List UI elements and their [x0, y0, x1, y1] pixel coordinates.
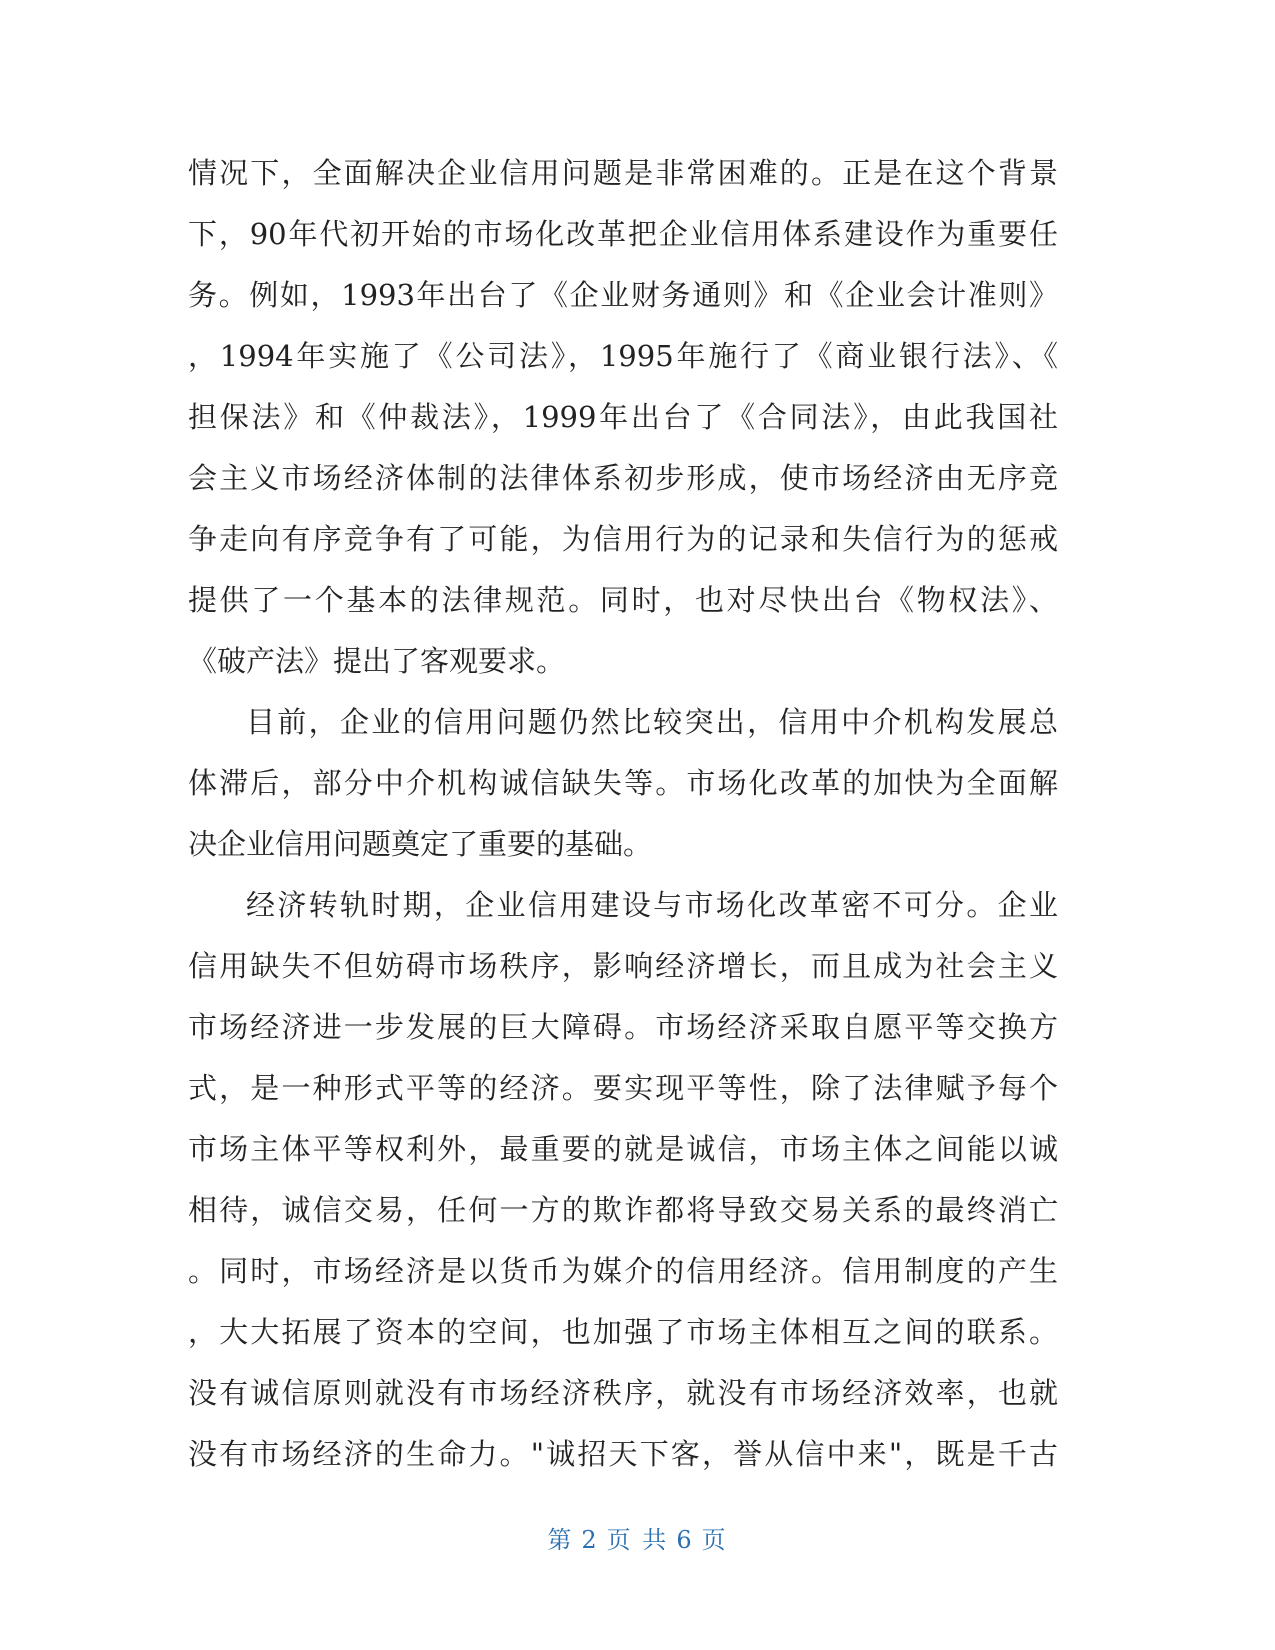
paragraph-2-line-1: 目前，企业的信用问题仍然比较突出，信用中介机构发展总 — [246, 705, 1058, 739]
page-footer — [0, 1520, 1275, 1555]
paragraph-3-line-10: 没有市场经济的生命力。"诚招天下客，誉从信中来"，既是千古 — [188, 1437, 1058, 1471]
paragraph-2-line-3: 决企业信用问题奠定了重要的基础。 — [188, 827, 653, 861]
paragraph-1-line-8: 提供了一个基本的法律规范。同时，也对尽快出台《物权法》、 — [188, 583, 1058, 617]
paragraph-3-line-6: 相待，诚信交易，任何一方的欺诈都将导致交易关系的最终消亡 — [188, 1193, 1058, 1227]
paragraph-3-line-5: 市场主体平等权利外，最重要的就是诚信，市场主体之间能以诚 — [188, 1132, 1058, 1166]
footer-current-page: 2 — [581, 1526, 599, 1554]
paragraph-3-line-9: 没有诚信原则就没有市场经济秩序，就没有市场经济效率，也就 — [188, 1376, 1058, 1410]
document-body — [188, 143, 1058, 1485]
paragraph-1-line-3: 务。例如，1993年出台了《企业财务通则》和《企业会计准则》 — [188, 278, 1058, 312]
paragraph-2-line-2: 体滞后，部分中介机构诚信缺失等。市场化改革的加快为全面解 — [188, 766, 1058, 800]
paragraph-1-line-4: ，1994年实施了《公司法》，1995年施行了《商业银行法》、《 — [188, 339, 1058, 373]
paragraph-3-line-3: 市场经济进一步发展的巨大障碍。市场经济采取自愿平等交换方 — [188, 1010, 1058, 1044]
footer-total-pages: 6 — [676, 1526, 694, 1554]
footer-suffix: 页 — [701, 1526, 728, 1554]
paragraph-1-line-1: 情况下，全面解决企业信用问题是非常困难的。正是在这个背景 — [188, 156, 1058, 190]
paragraph-3-line-2: 信用缺失不但妨碍市场秩序，影响经济增长，而且成为社会主义 — [188, 949, 1058, 983]
paragraph-1-line-9: 《破产法》提出了客观要求。 — [188, 644, 566, 678]
footer-middle: 页 共 — [606, 1526, 669, 1554]
paragraph-1-line-7: 争走向有序竞争有了可能，为信用行为的记录和失信行为的惩戒 — [188, 522, 1058, 556]
paragraph-3-line-1: 经济转轨时期，企业信用建设与市场化改革密不可分。企业 — [246, 888, 1058, 922]
paragraph-1-line-6: 会主义市场经济体制的法律体系初步形成，使市场经济由无序竞 — [188, 461, 1058, 495]
paragraph-1-line-2: 下，90年代初开始的市场化改革把企业信用体系建设作为重要任 — [188, 217, 1058, 251]
footer-prefix: 第 — [547, 1526, 574, 1554]
paragraph-3-line-8: ，大大拓展了资本的空间，也加强了市场主体相互之间的联系。 — [188, 1315, 1058, 1349]
paragraph-3-line-4: 式，是一种形式平等的经济。要实现平等性，除了法律赋予每个 — [188, 1071, 1058, 1105]
paragraph-1-line-5: 担保法》和《仲裁法》，1999年出台了《合同法》，由此我国社 — [188, 400, 1058, 434]
paragraph-3-line-7: 。同时，市场经济是以货币为媒介的信用经济。信用制度的产生 — [188, 1254, 1058, 1288]
